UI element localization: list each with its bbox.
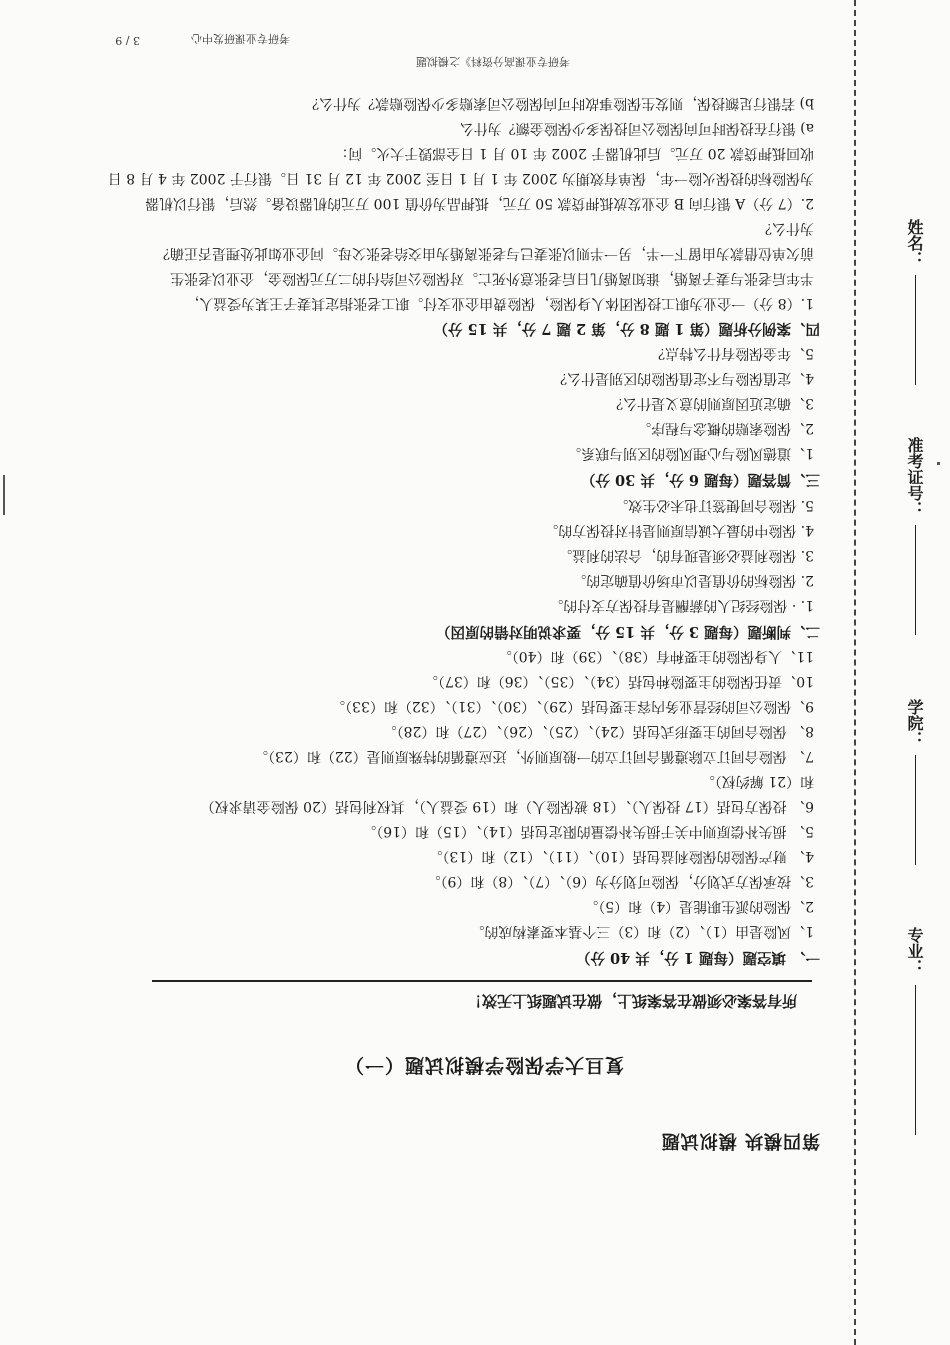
true-false-item: 4. 保险中的最大诚信原则是针对投保方的。 (544, 522, 814, 538)
section-heading-case-analysis: 四、案例分析题（第 1 题 8 分，第 2 题 7 分，共 15 分） (433, 320, 820, 337)
fill-in-item: 4、 财产保险的保险利益包括（10）、（11）、（12）和（13）。 (428, 848, 814, 864)
fill-in-item: 10、责任保险的主要险种包括（34）、（35）、（36）和（37）。 (423, 673, 814, 689)
fill-in-item: 3、按承保方式划分，保险可划分为（6）、（7）、（8）和（9）。 (426, 873, 814, 889)
binding-dashed-line (854, 0, 856, 1345)
exam-id-label: 准考证号： (905, 437, 924, 517)
module-title: 第四模块 模拟试题 (660, 1130, 820, 1151)
case-analysis-subquestion: a) 银行在投保时可向保险公司投保多少保险金额？为什么 (459, 120, 814, 136)
case-analysis-line: 为什么？ (758, 220, 814, 236)
page-number: 3 / 9 (115, 34, 140, 47)
answer-notice: 所有答案必须做在答案纸上，做在试题纸上无效！ (466, 992, 797, 1010)
case-analysis-line: 1.（8 分）一企业为职工投保团体人身保险，保险费由企业支付。职工老张指定其妻子王某为受益人， (185, 295, 814, 311)
fill-in-item: 2、保险的派生职能是（4）和（5）。 (584, 898, 814, 914)
exam-title: 复旦大学保险学模拟试题（一） (343, 1054, 624, 1076)
short-answer-item: 3、确定近因原则的意义是什么？ (609, 395, 814, 411)
scan-mark (937, 462, 940, 465)
section-heading-short-answer: 三、简答题（每题 6 分，共 30 分） (581, 471, 820, 488)
short-answer-item: 4、定值保险与不定值保险的区别是什么？ (553, 370, 814, 386)
header-rule (152, 980, 812, 982)
fill-in-item: 11、人身保险的主要种有（38）、（39）和（40）。 (497, 648, 814, 664)
scan-mark (3, 475, 5, 515)
case-analysis-subquestion: b) 若银行足额投保，则发生保险事故时可向保险公司索赔多少保险赔款？为什么？ (305, 95, 814, 111)
fill-in-item: 5、 损失补偿原则中关于损失补偿量的限定包括（14）、（15）和（16）。 (362, 823, 814, 839)
name-label: 姓名： (905, 219, 924, 267)
fill-in-item: 7、 保险合同订立除遵循合同订立的一般原则外，还应遵循的特殊原则是（22）和（23）。 (254, 748, 814, 764)
major-field (900, 895, 930, 1135)
case-analysis-line: 前欠单位借款为由留下一半，另一半则以张妻已与老张离婚为由交给老张父母。问企业如此处理是否正确？ (156, 245, 814, 261)
short-answer-item: 5、年金保险有什么特点？ (651, 345, 814, 361)
case-analysis-line: 2.（7 分）A 银行向 B 企业发放抵押贷款 50 万元，抵押品为价值 100 万元的机器设备。然后，银行以机器 (145, 195, 814, 211)
true-false-item: 5. 保险合同便签订也未必生效。 (614, 497, 814, 513)
case-analysis-line: 收回抵押贷款 20 万元。后此机器于 2002 年 10 月 1 日全部毁于大火。问： (334, 145, 814, 161)
case-analysis-line: 半年后老张与妻子离婚，谁知离婚几日后老张意外死亡。对保险公司给付的二万元保险金，企业以老张生 (170, 270, 814, 286)
section-heading-true-false: 二、判断题（每题 3 分，共 15 分，要求说明对错的原因） (436, 623, 820, 640)
college-label: 学院： (905, 699, 924, 747)
major-label: 专业： (905, 927, 924, 975)
center-name: 考研专业课研发中心 (191, 32, 290, 45)
major-blank-line (915, 985, 916, 1135)
true-false-item: 2. 保险标的价值是以市场价值确定的。 (572, 572, 814, 588)
exam-id-blank-line (915, 525, 916, 635)
true-false-item: 3. 保险利益必须是现有的，合法的利益。 (558, 547, 814, 563)
section-heading-fill-in: 一、 填空题（每题 1 分，共 40 分） (575, 949, 820, 966)
name-blank-line (915, 275, 916, 385)
case-analysis-line: 为保险标的投保火险一年，保单有效期为 2002 年 1 月 1 日至 2002 年 12 月 31 日。银行于 2002 年 4 月 8 日 (107, 170, 814, 186)
college-blank-line (915, 755, 916, 865)
fill-in-item: 1、风险是由（1）、（2）和（3）三个基本要素构成的。 (470, 923, 814, 939)
name-field (900, 185, 930, 385)
fill-in-item: 9、保险公司的经营业务内容主要包括（29）、（30）、（31）、（32）和（33）。 (331, 698, 814, 714)
fill-in-item: 6、 投保方包括（17 投保人）、（18 被保险人）和（19 受益人），其权利包括（20 保险金请求权） (200, 798, 814, 814)
short-answer-item: 2、保险索赔的概念与程序。 (637, 420, 814, 436)
exam-id-field (900, 395, 930, 635)
fill-in-item: 8、 保险合同的主要形式包括（24）、（25）、（26）、（27）和（28）。 (382, 723, 814, 739)
fill-in-item-continuation: 和（21 解约权）。 (700, 773, 814, 789)
college-field (900, 665, 930, 865)
short-answer-item: 1、道德风险与心理风险的区别与联系。 (567, 445, 814, 461)
true-false-item: 1. · 保险经纪人的薪酬是有投保方支付的。 (549, 597, 814, 613)
source-note: 考研专业课高分资料》之模拟题 (416, 55, 570, 68)
